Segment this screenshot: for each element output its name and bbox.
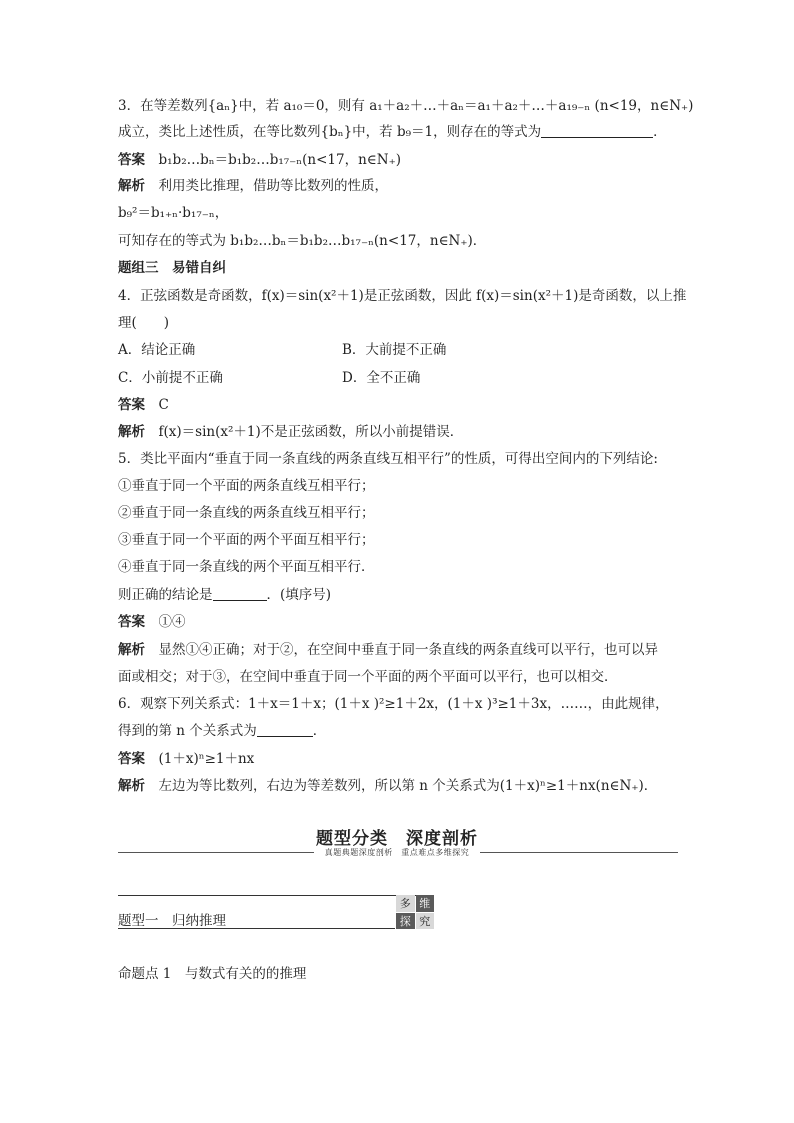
q5-item3: ③垂直于同一个平面的两个平面互相平行； — [118, 532, 375, 548]
multi-dimension-badge — [396, 895, 434, 929]
q4-answer-label: 答案 — [118, 397, 145, 413]
q3-line1: 3．在等差数列{aₙ}中，若 a₁₀＝0，则有 a₁＋a₂＋…＋aₙ＝a₁＋a₂＋…＋a₁₉₋ₙ (n<19，n∈N₊) — [118, 98, 694, 114]
badge-char-4: 究 — [416, 913, 435, 930]
q4-options-row1 — [118, 340, 678, 360]
q6-answer-text: (1＋x)ⁿ≥1＋nx — [158, 751, 255, 767]
q5-answer-label: 答案 — [118, 614, 145, 630]
q4-answer — [118, 395, 678, 415]
q5-answer-text: ①④ — [158, 614, 186, 630]
q5-answer-blank — [213, 586, 267, 601]
section-title: 题型分类 深度剖析 — [316, 829, 478, 849]
q5-line1: 5．类比平面内“垂直于同一条直线的两条直线互相平行”的性质，可得出空间内的下列结论: — [118, 451, 658, 467]
badge-char-2: 维 — [416, 895, 435, 912]
q6-line2-text: 得到的第 n 个关系式为 — [118, 723, 257, 739]
q3-analysis1-text: 利用类比推理，借助等比数列的性质， — [158, 178, 388, 194]
q3-answer-text: b₁b₂…bₙ＝b₁b₂…b₁₇₋ₙ(n<17，n∈N₊) — [158, 152, 401, 168]
q6-line2 — [118, 721, 678, 741]
q3-answer-label: 答案 — [118, 152, 145, 168]
q6-analysis — [118, 776, 678, 796]
q3-line2 — [118, 122, 678, 142]
q4-analysis-label: 解析 — [118, 424, 145, 440]
q4-line2: 理( ) — [118, 315, 170, 331]
q4-option-b: B．大前提不正确 — [342, 342, 447, 358]
topic-bar-top-rule — [118, 895, 434, 896]
q3-line2-text: 成立，类比上述性质，在等比数列{bₙ}中，若 b₉＝1，则存在的等式为 — [118, 124, 542, 140]
q3-analysis-label: 解析 — [118, 178, 145, 194]
q6-analysis-text: 左边为等比数列，右边为等差数列，所以第 n 个关系式为(1＋x)ⁿ≥1＋nx(n∈N₊)． — [158, 778, 658, 794]
q3-answer — [118, 150, 678, 170]
q5-item1: ①垂直于同一个平面的两条直线互相平行； — [118, 478, 375, 494]
badge-char-3: 探 — [396, 913, 415, 930]
q3-answer-blank — [541, 123, 653, 138]
q5-ask — [118, 585, 678, 605]
q5-ask-text: 则正确的结论是 — [118, 587, 213, 603]
section-subtitle: 真题典题深度剖析 重点难点多维探究 — [324, 848, 470, 857]
q5-item4: ④垂直于同一条直线的两个平面互相平行． — [118, 559, 375, 575]
topic-label: 题型一 归纳推理 — [118, 913, 226, 929]
q4-options-row2 — [118, 368, 678, 388]
q5-item2: ②垂直于同一条直线的两条直线互相平行； — [118, 505, 375, 521]
q4-answer-text: C — [158, 397, 169, 413]
q4-line1: 4．正弦函数是奇函数，f(x)＝sin(x²＋1)是正弦函数，因此 f(x)＝sin(x²＋1)是奇函数，以上推 — [118, 288, 687, 304]
q6-analysis-label: 解析 — [118, 778, 145, 794]
q3-analysis1 — [118, 176, 678, 196]
q4-analysis — [118, 422, 678, 442]
proposition-heading: 命题点 1 与数式有关的的推理 — [118, 966, 307, 982]
q6-answer — [118, 749, 678, 769]
q5-analysis2: 面或相交；对于③，在空间中垂直于同一个平面的两个平面可以平行，也可以相交． — [118, 669, 618, 685]
q5-ask-end: ．(填序号) — [266, 587, 332, 603]
q4-option-a: A．结论正确 — [118, 342, 196, 358]
badge-char-1: 多 — [396, 895, 415, 912]
group3-heading: 题组三 易错自纠 — [118, 260, 226, 276]
q4-option-c: C．小前提不正确 — [118, 370, 223, 386]
q4-analysis-text: f(x)＝sin(x²＋1)不是正弦函数，所以小前提错误． — [158, 424, 464, 440]
q5-analysis1-text: 显然①④正确；对于②，在空间中垂直于同一条直线的两条直线可以平行，也可以异 — [158, 642, 658, 658]
q6-line1: 6．观察下列关系式：1＋x＝1＋x；(1＋x )²≥1＋2x，(1＋x )³≥1＋3x，……，由此规律， — [118, 696, 669, 712]
q6-answer-label: 答案 — [118, 751, 145, 767]
q5-answer — [118, 612, 678, 632]
q3-analysis3: 可知存在的等式为 b₁b₂…bₙ＝b₁b₂…b₁₇₋ₙ(n<17，n∈N₊)． — [118, 233, 487, 249]
q3-line2-end: ． — [653, 124, 667, 140]
q6-answer-blank — [257, 722, 313, 737]
q4-option-d: D．全不正确 — [342, 370, 421, 386]
q5-analysis1 — [118, 640, 678, 660]
q6-line2-end: ． — [312, 723, 327, 739]
q3-analysis2: b₉²＝b₁₊ₙ·b₁₇₋ₙ， — [118, 205, 229, 221]
q5-analysis-label: 解析 — [118, 642, 145, 658]
